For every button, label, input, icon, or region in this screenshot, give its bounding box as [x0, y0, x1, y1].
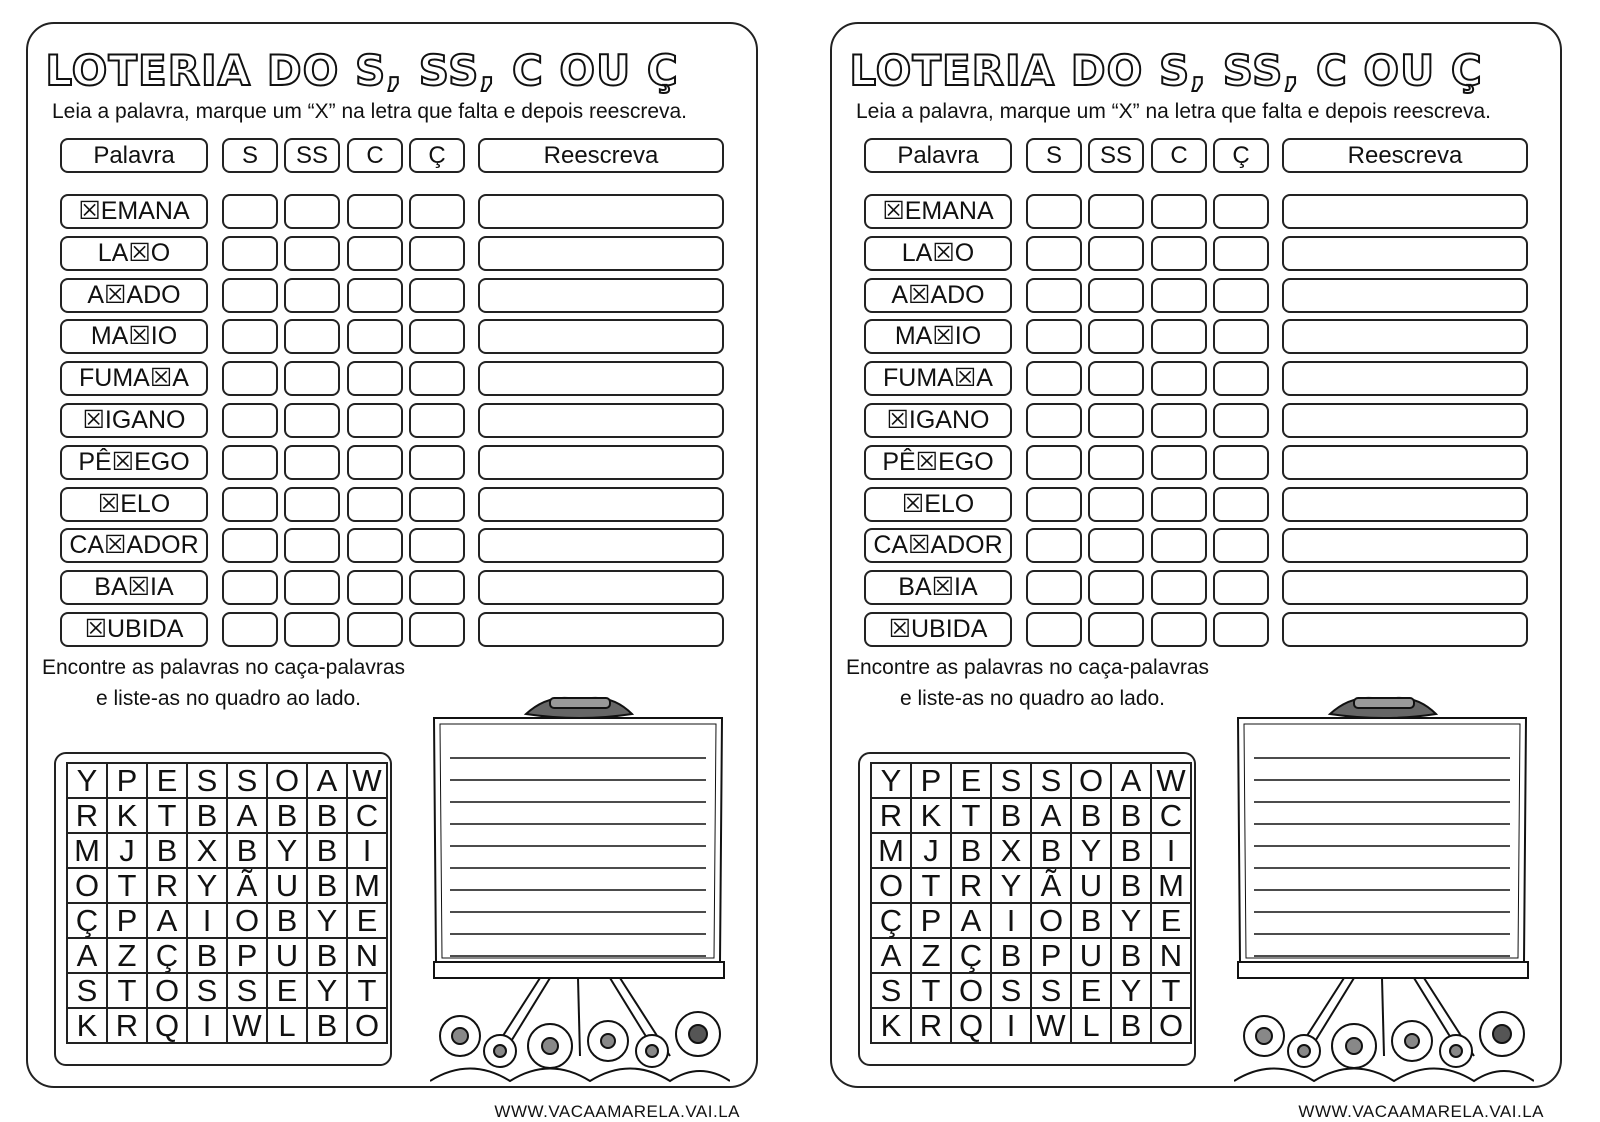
answer-box-ss[interactable]	[1088, 445, 1144, 480]
grid-cell[interactable]: W	[1031, 1008, 1071, 1043]
word-search-grid	[870, 762, 1192, 1044]
grid-cell[interactable]: E	[1151, 903, 1191, 938]
answer-box-cc[interactable]	[409, 319, 465, 354]
answer-box-cc[interactable]	[409, 403, 465, 438]
answer-box-s[interactable]	[222, 612, 278, 647]
word-cell: LA☒O	[60, 236, 208, 271]
grid-cell[interactable]: B	[1111, 938, 1151, 973]
grid-cell[interactable]: T	[951, 798, 991, 833]
grid-cell[interactable]: B	[307, 1008, 347, 1043]
rewrite-field[interactable]	[1282, 528, 1528, 563]
grid-cell[interactable]: R	[911, 1008, 951, 1043]
word-cell: ☒UBIDA	[60, 612, 208, 647]
answer-box-c[interactable]	[1151, 487, 1207, 522]
answer-box-s[interactable]	[1026, 236, 1082, 271]
answer-box-cc[interactable]	[1213, 612, 1269, 647]
grid-cell[interactable]: A	[1111, 763, 1151, 798]
answer-box-s[interactable]	[1026, 361, 1082, 396]
answer-box-c[interactable]	[1151, 319, 1207, 354]
grid-cell[interactable]: P	[107, 763, 147, 798]
grid-cell[interactable]: S	[187, 973, 227, 1008]
rewrite-field[interactable]	[1282, 361, 1528, 396]
grid-cell[interactable]: Y	[871, 763, 911, 798]
word-search-grid	[66, 762, 388, 1044]
grid-cell[interactable]: L	[1071, 1008, 1111, 1043]
header-cc: Ç	[1213, 138, 1269, 173]
answer-box-cc[interactable]	[409, 236, 465, 271]
instruction-text: Leia a palavra, marque um “X” na letra que falta e depois reescreva.	[52, 100, 688, 123]
grid-cell[interactable]: O	[871, 868, 911, 903]
rewrite-field[interactable]	[478, 612, 724, 647]
answer-box-ss[interactable]	[1088, 487, 1144, 522]
answer-box-s[interactable]	[1026, 487, 1082, 522]
answer-box-cc[interactable]	[1213, 403, 1269, 438]
answer-box-ss[interactable]	[284, 319, 340, 354]
instruction-text: Leia a palavra, marque um “X” na letra que falta e depois reescreva.	[856, 100, 1492, 123]
answer-box-s[interactable]	[1026, 403, 1082, 438]
answer-box-c[interactable]	[1151, 445, 1207, 480]
header-c: C	[347, 138, 403, 173]
grid-cell[interactable]: P	[911, 763, 951, 798]
answer-box-s[interactable]	[1026, 319, 1082, 354]
grid-cell[interactable]: W	[227, 1008, 267, 1043]
grid-cell[interactable]: P	[227, 938, 267, 973]
grid-cell[interactable]: S	[187, 763, 227, 798]
grid-cell[interactable]: B	[1031, 833, 1071, 868]
answer-box-c[interactable]	[347, 278, 403, 313]
grid-cell[interactable]: S	[871, 973, 911, 1008]
answer-box-c[interactable]	[1151, 528, 1207, 563]
grid-cell[interactable]: Y	[67, 763, 107, 798]
grid-cell[interactable]: Y	[991, 868, 1031, 903]
answer-box-c[interactable]	[347, 361, 403, 396]
grid-cell[interactable]: S	[227, 973, 267, 1008]
grid-cell[interactable]: S	[1031, 763, 1071, 798]
grid-cell[interactable]: Ã	[1031, 868, 1071, 903]
answer-box-c[interactable]	[1151, 236, 1207, 271]
answer-box-s[interactable]	[1026, 528, 1082, 563]
worksheet-left	[26, 22, 758, 1121]
grid-cell[interactable]: N	[347, 938, 387, 973]
rewrite-field[interactable]	[1282, 487, 1528, 522]
answer-box-c[interactable]	[1151, 194, 1207, 229]
answer-box-c[interactable]	[1151, 278, 1207, 313]
rewrite-field[interactable]	[478, 570, 724, 605]
answer-box-ss[interactable]	[1088, 319, 1144, 354]
grid-cell[interactable]: B	[187, 938, 227, 973]
grid-cell[interactable]: Y	[307, 973, 347, 1008]
grid-cell[interactable]: B	[951, 833, 991, 868]
grid-cell[interactable]: E	[147, 763, 187, 798]
word-cell: BA☒IA	[864, 570, 1012, 605]
header-ss: SS	[284, 138, 340, 173]
word-cell: A☒ADO	[864, 278, 1012, 313]
grid-cell[interactable]: E	[347, 903, 387, 938]
grid-cell[interactable]: C	[347, 798, 387, 833]
grid-cell[interactable]: B	[147, 833, 187, 868]
answer-box-c[interactable]	[347, 445, 403, 480]
header-c: C	[1151, 138, 1207, 173]
word-cell: FUMA☒A	[60, 361, 208, 396]
grid-cell[interactable]: U	[267, 868, 307, 903]
grid-cell[interactable]: S	[227, 763, 267, 798]
answer-box-ss[interactable]	[1088, 361, 1144, 396]
answer-box-ss[interactable]	[1088, 528, 1144, 563]
grid-cell[interactable]: Z	[107, 938, 147, 973]
grid-cell[interactable]: R	[871, 798, 911, 833]
grid-cell[interactable]: K	[911, 798, 951, 833]
answer-box-ss[interactable]	[1088, 612, 1144, 647]
header-cc: Ç	[409, 138, 465, 173]
header-reescreva: Reescreva	[478, 138, 724, 173]
answer-box-s[interactable]	[1026, 570, 1082, 605]
grid-cell[interactable]: O	[147, 973, 187, 1008]
word-cell: FUMA☒A	[864, 361, 1012, 396]
grid-cell[interactable]: M	[871, 833, 911, 868]
grid-cell[interactable]: A	[307, 763, 347, 798]
answer-box-cc[interactable]	[409, 612, 465, 647]
grid-cell[interactable]: J	[107, 833, 147, 868]
header-s: S	[222, 138, 278, 173]
worksheet-title: LOTERIA DO S, SS, C OU Ç	[849, 46, 1483, 95]
word-cell: MA☒IO	[60, 319, 208, 354]
site-url: WWW.VACAAMARELA.VAI.LA	[1298, 1102, 1544, 1121]
answer-box-ss[interactable]	[284, 487, 340, 522]
grid-cell[interactable]: Ç	[67, 903, 107, 938]
answer-box-ss[interactable]	[284, 528, 340, 563]
answer-box-s[interactable]	[222, 570, 278, 605]
easel-board	[430, 696, 730, 1086]
header-palavra: Palavra	[60, 138, 208, 173]
grid-cell[interactable]: I	[187, 1008, 227, 1043]
grid-cell[interactable]: X	[187, 833, 227, 868]
grid-cell[interactable]: I	[991, 1008, 1031, 1043]
grid-cell[interactable]: E	[1071, 973, 1111, 1008]
rewrite-field[interactable]	[478, 319, 724, 354]
grid-cell[interactable]: T	[147, 798, 187, 833]
grid-cell[interactable]: B	[267, 903, 307, 938]
grid-cell[interactable]: R	[107, 1008, 147, 1043]
word-cell: PÊ☒EGO	[864, 445, 1012, 480]
rewrite-field[interactable]	[1282, 570, 1528, 605]
grid-cell[interactable]: W	[347, 763, 387, 798]
word-cell: LA☒O	[864, 236, 1012, 271]
answer-box-c[interactable]	[1151, 612, 1207, 647]
rewrite-field[interactable]	[478, 194, 724, 229]
word-cell: MA☒IO	[864, 319, 1012, 354]
answer-box-c[interactable]	[347, 403, 403, 438]
grid-cell[interactable]: B	[991, 798, 1031, 833]
answer-box-s[interactable]	[222, 236, 278, 271]
grid-cell[interactable]: T	[911, 973, 951, 1008]
answer-box-ss[interactable]	[284, 278, 340, 313]
grid-cell[interactable]: B	[187, 798, 227, 833]
answer-box-ss[interactable]	[284, 612, 340, 647]
answer-box-cc[interactable]	[1213, 528, 1269, 563]
grid-cell[interactable]: Y	[1111, 973, 1151, 1008]
word-cell: ☒UBIDA	[864, 612, 1012, 647]
grid-cell[interactable]: A	[951, 903, 991, 938]
grid-cell[interactable]: I	[187, 903, 227, 938]
answer-box-cc[interactable]	[409, 361, 465, 396]
grid-cell[interactable]: Q	[147, 1008, 187, 1043]
answer-box-c[interactable]	[347, 570, 403, 605]
answer-box-s[interactable]	[222, 445, 278, 480]
answer-box-s[interactable]	[222, 361, 278, 396]
grid-cell[interactable]: B	[1071, 903, 1111, 938]
grid-cell[interactable]: B	[1111, 868, 1151, 903]
answer-box-ss[interactable]	[284, 194, 340, 229]
answer-box-cc[interactable]	[1213, 194, 1269, 229]
word-search-frame	[858, 752, 1196, 1066]
header-reescreva: Reescreva	[1282, 138, 1528, 173]
answer-box-ss[interactable]	[284, 445, 340, 480]
grid-cell[interactable]: W	[1151, 763, 1191, 798]
grid-cell[interactable]: A	[1031, 798, 1071, 833]
grid-cell[interactable]: Ç	[147, 938, 187, 973]
answer-box-cc[interactable]	[1213, 445, 1269, 480]
grid-cell[interactable]: B	[307, 938, 347, 973]
answer-box-ss[interactable]	[284, 570, 340, 605]
grid-cell[interactable]: M	[347, 868, 387, 903]
grid-cell[interactable]: T	[107, 973, 147, 1008]
grid-cell[interactable]: K	[107, 798, 147, 833]
grid-cell[interactable]: U	[1071, 938, 1111, 973]
answer-box-s[interactable]	[222, 487, 278, 522]
answer-box-s[interactable]	[222, 319, 278, 354]
answer-box-ss[interactable]	[284, 403, 340, 438]
answer-box-cc[interactable]	[1213, 570, 1269, 605]
grid-cell[interactable]: N	[1151, 938, 1191, 973]
answer-box-c[interactable]	[347, 487, 403, 522]
grid-cell[interactable]: X	[991, 833, 1031, 868]
grid-cell[interactable]: Ã	[227, 868, 267, 903]
grid-cell[interactable]: L	[267, 1008, 307, 1043]
grid-cell[interactable]: S	[991, 763, 1031, 798]
answer-box-ss[interactable]	[1088, 403, 1144, 438]
header-s: S	[1026, 138, 1082, 173]
grid-cell[interactable]: Q	[951, 1008, 991, 1043]
grid-cell[interactable]: S	[67, 973, 107, 1008]
grid-cell[interactable]: Ç	[871, 903, 911, 938]
header-palavra: Palavra	[864, 138, 1012, 173]
word-cell: ☒IGANO	[60, 403, 208, 438]
grid-cell[interactable]: C	[1151, 798, 1191, 833]
grid-cell[interactable]: I	[1151, 833, 1191, 868]
grid-cell[interactable]: M	[1151, 868, 1191, 903]
answer-box-s[interactable]	[222, 194, 278, 229]
grid-cell[interactable]: B	[1071, 798, 1111, 833]
answer-box-ss[interactable]	[284, 361, 340, 396]
grid-cell[interactable]: A	[67, 938, 107, 973]
word-cell: ☒EMANA	[60, 194, 208, 229]
grid-cell[interactable]: P	[1031, 938, 1071, 973]
rewrite-field[interactable]	[478, 528, 724, 563]
word-cell: CA☒ADOR	[864, 528, 1012, 563]
rewrite-field[interactable]	[1282, 236, 1528, 271]
answer-box-c[interactable]	[1151, 570, 1207, 605]
grid-cell[interactable]: Y	[267, 833, 307, 868]
answer-box-ss[interactable]	[1088, 194, 1144, 229]
word-cell: ☒EMANA	[864, 194, 1012, 229]
grid-cell[interactable]: S	[991, 973, 1031, 1008]
grid-cell[interactable]: O	[67, 868, 107, 903]
answer-box-c[interactable]	[347, 194, 403, 229]
grid-cell[interactable]: O	[1031, 903, 1071, 938]
answer-box-s[interactable]	[1026, 612, 1082, 647]
grid-cell[interactable]: E	[267, 973, 307, 1008]
worksheet-right	[830, 22, 1562, 1121]
grid-cell[interactable]: A	[227, 798, 267, 833]
word-search-frame	[54, 752, 392, 1066]
answer-box-ss[interactable]	[1088, 278, 1144, 313]
rewrite-field[interactable]	[478, 445, 724, 480]
answer-box-cc[interactable]	[409, 194, 465, 229]
grid-cell[interactable]: R	[147, 868, 187, 903]
site-url: WWW.VACAAMARELA.VAI.LA	[494, 1102, 740, 1121]
word-search-instruction: Encontre as palavras no caça-palavras	[42, 656, 406, 679]
answer-box-cc[interactable]	[409, 528, 465, 563]
grid-cell[interactable]: O	[347, 1008, 387, 1043]
rewrite-field[interactable]	[1282, 194, 1528, 229]
grid-cell[interactable]: Ç	[951, 938, 991, 973]
rewrite-field[interactable]	[1282, 319, 1528, 354]
answer-box-s[interactable]	[1026, 278, 1082, 313]
answer-box-ss[interactable]	[284, 236, 340, 271]
answer-box-ss[interactable]	[1088, 570, 1144, 605]
grid-cell[interactable]: T	[911, 868, 951, 903]
answer-box-cc[interactable]	[1213, 361, 1269, 396]
answer-box-s[interactable]	[1026, 445, 1082, 480]
grid-cell[interactable]: B	[227, 833, 267, 868]
answer-box-cc[interactable]	[1213, 319, 1269, 354]
answer-box-c[interactable]	[347, 236, 403, 271]
rewrite-field[interactable]	[1282, 403, 1528, 438]
grid-cell[interactable]: B	[1111, 798, 1151, 833]
word-cell: BA☒IA	[60, 570, 208, 605]
grid-cell[interactable]: Y	[187, 868, 227, 903]
word-search-instruction-2: e liste-as no quadro ao lado.	[900, 687, 1166, 710]
grid-cell[interactable]: K	[871, 1008, 911, 1043]
answer-box-ss[interactable]	[1088, 236, 1144, 271]
rewrite-field[interactable]	[478, 361, 724, 396]
grid-cell[interactable]: Y	[307, 903, 347, 938]
answer-box-s[interactable]	[222, 528, 278, 563]
grid-cell[interactable]: R	[951, 868, 991, 903]
rewrite-field[interactable]	[478, 487, 724, 522]
grid-cell[interactable]: Z	[911, 938, 951, 973]
grid-cell[interactable]: Y	[1111, 903, 1151, 938]
word-search-instruction-2: e liste-as no quadro ao lado.	[96, 687, 362, 710]
grid-cell[interactable]: Y	[1071, 833, 1111, 868]
grid-cell[interactable]: A	[147, 903, 187, 938]
answer-box-c[interactable]	[347, 319, 403, 354]
answer-box-s[interactable]	[222, 403, 278, 438]
grid-cell[interactable]: T	[1151, 973, 1191, 1008]
answer-box-cc[interactable]	[409, 570, 465, 605]
grid-cell[interactable]: U	[1071, 868, 1111, 903]
grid-cell[interactable]: B	[307, 868, 347, 903]
rewrite-field[interactable]	[1282, 612, 1528, 647]
grid-cell[interactable]: O	[951, 973, 991, 1008]
grid-cell[interactable]: B	[307, 833, 347, 868]
rewrite-field[interactable]	[1282, 278, 1528, 313]
grid-cell[interactable]: B	[991, 938, 1031, 973]
answer-box-cc[interactable]	[1213, 487, 1269, 522]
grid-cell[interactable]: T	[107, 868, 147, 903]
answer-box-s[interactable]	[1026, 194, 1082, 229]
rewrite-field[interactable]	[1282, 445, 1528, 480]
easel-illustration	[1234, 696, 1534, 1086]
easel-illustration	[430, 696, 730, 1086]
grid-cell[interactable]: O	[1071, 763, 1111, 798]
word-cell: ☒ELO	[864, 487, 1012, 522]
answer-box-c[interactable]	[347, 612, 403, 647]
rewrite-field[interactable]	[478, 236, 724, 271]
header-ss: SS	[1088, 138, 1144, 173]
easel-board	[1234, 696, 1534, 1086]
answer-box-cc[interactable]	[1213, 278, 1269, 313]
grid-cell[interactable]: I	[347, 833, 387, 868]
answer-box-c[interactable]	[347, 528, 403, 563]
answer-box-cc[interactable]	[409, 445, 465, 480]
grid-cell[interactable]: E	[951, 763, 991, 798]
word-cell: ☒ELO	[60, 487, 208, 522]
grid-cell[interactable]: B	[1111, 833, 1151, 868]
grid-cell[interactable]: B	[307, 798, 347, 833]
rewrite-field[interactable]	[478, 403, 724, 438]
answer-box-cc[interactable]	[409, 278, 465, 313]
grid-cell[interactable]: R	[67, 798, 107, 833]
word-cell: PÊ☒EGO	[60, 445, 208, 480]
answer-box-cc[interactable]	[409, 487, 465, 522]
grid-cell[interactable]: S	[1031, 973, 1071, 1008]
grid-cell[interactable]: J	[911, 833, 951, 868]
grid-cell[interactable]: M	[67, 833, 107, 868]
grid-cell[interactable]: B	[1111, 1008, 1151, 1043]
grid-cell[interactable]: I	[991, 903, 1031, 938]
word-search-instruction: Encontre as palavras no caça-palavras	[846, 656, 1210, 679]
answer-box-c[interactable]	[1151, 403, 1207, 438]
worksheet-title: LOTERIA DO S, SS, C OU Ç	[45, 46, 679, 95]
rewrite-field[interactable]	[478, 278, 724, 313]
grid-cell[interactable]: B	[267, 798, 307, 833]
grid-cell[interactable]: T	[347, 973, 387, 1008]
grid-cell[interactable]: U	[267, 938, 307, 973]
answer-box-c[interactable]	[1151, 361, 1207, 396]
word-cell: A☒ADO	[60, 278, 208, 313]
grid-cell[interactable]: O	[1151, 1008, 1191, 1043]
grid-cell[interactable]: A	[871, 938, 911, 973]
word-cell: ☒IGANO	[864, 403, 1012, 438]
grid-cell[interactable]: P	[911, 903, 951, 938]
answer-box-s[interactable]	[222, 278, 278, 313]
answer-box-cc[interactable]	[1213, 236, 1269, 271]
grid-cell[interactable]: K	[67, 1008, 107, 1043]
grid-cell[interactable]: P	[107, 903, 147, 938]
word-cell: CA☒ADOR	[60, 528, 208, 563]
grid-cell[interactable]: O	[227, 903, 267, 938]
grid-cell[interactable]: O	[267, 763, 307, 798]
